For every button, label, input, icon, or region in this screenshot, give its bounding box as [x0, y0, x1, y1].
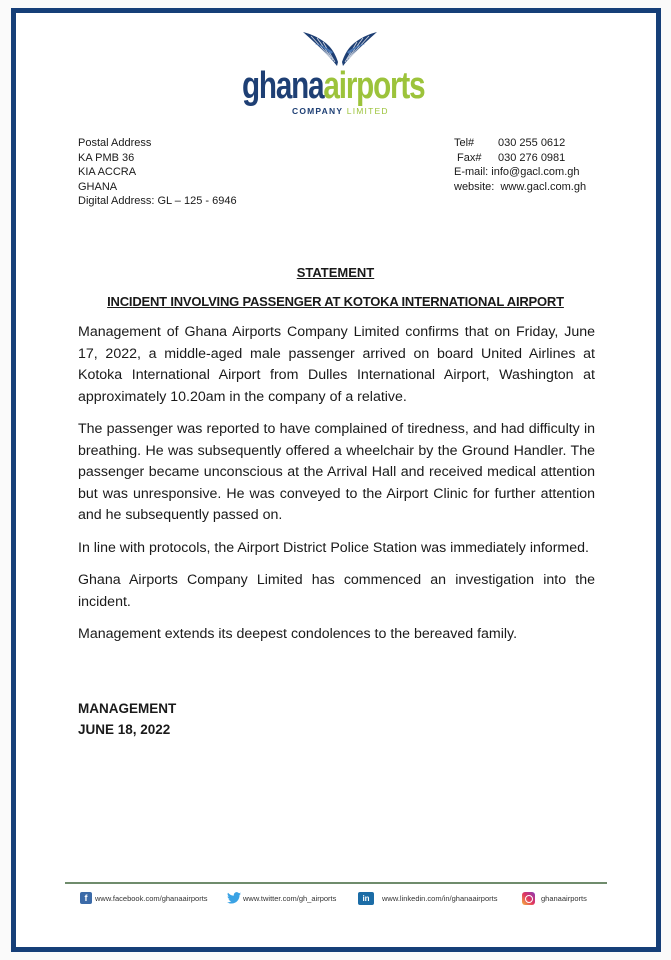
email-row: E-mail: info@gacl.com.gh — [454, 166, 580, 179]
linkedin-link[interactable]: in www.linkedin.com/in/ghanaairports — [358, 892, 497, 905]
website-link[interactable]: www.gacl.com.gh — [500, 180, 587, 193]
instagram-link[interactable]: ghanaairports — [522, 892, 587, 905]
paragraph: In line with protocols, the Airport District Police Station was immediately informed. — [78, 539, 589, 556]
address-line: Postal Address — [78, 137, 152, 149]
address-line: GHANA — [78, 180, 118, 193]
paragraph: Management extends its deepest condolences to the bereaved family. — [78, 626, 518, 642]
statement-subtitle: INCIDENT INVOLVING PASSENGER AT KOTOKA INTERNATIONAL AIRPORT — [107, 294, 564, 309]
linkedin-icon: in — [358, 892, 374, 905]
paragraph: Ghana Airports Company Limited has commenced an investigation into the incident. — [78, 572, 595, 610]
statement-date: JUNE 18, 2022 — [78, 722, 171, 737]
company-logo — [236, 28, 436, 118]
statement-title: STATEMENT — [296, 265, 375, 280]
digital-address: Digital Address: GL – 125 - 6946 — [78, 195, 237, 208]
wings-icon — [301, 28, 379, 68]
signature-block — [78, 698, 176, 740]
logo-subtitle: COMPANY LIMITED — [292, 106, 389, 116]
paragraph: The passenger was reported to have complained of tiredness, and had difficulty in breathing. He was subsequently offered a wheelchair by the Ground Handler. The passenger became unconscious at the Arrival Hall and received medical attention but was unresponsive. He was conveyed to the Airport Clinic for further attention and he subsequently passed on. — [78, 421, 595, 523]
fax-value: 030 276 0981 — [498, 151, 566, 164]
twitter-icon — [227, 892, 241, 904]
footer-divider — [65, 882, 607, 884]
twitter-link[interactable]: www.twitter.com/gh_airports — [227, 892, 336, 904]
facebook-link[interactable]: f www.facebook.com/ghanaairports — [80, 892, 208, 904]
website-row: website: www.gacl.com.gh — [454, 180, 587, 193]
signatory: MANAGEMENT — [78, 701, 177, 716]
facebook-icon: f — [80, 892, 92, 904]
address-line: KIA ACCRA — [78, 166, 137, 179]
paragraph: Management of Ghana Airports Company Limited confirms that on Friday, June 17, 2022, a middle-aged male passenger arrived on board United Airlines at Kotoka International Airport from Dulles International Airport, Washington at approximately 10.20am in the company of a relative. — [78, 324, 595, 405]
tel-value: 030 255 0612 — [498, 137, 566, 149]
instagram-icon — [522, 892, 535, 905]
postal-address — [78, 136, 237, 209]
statement-body — [78, 322, 595, 657]
fax-row: Fax# 030 276 0981 — [457, 151, 566, 164]
tel-row: Tel# 030 255 0612 — [454, 137, 566, 149]
logo-wordmark: ghanaairports — [242, 65, 425, 107]
email-link[interactable]: info@gacl.com.gh — [491, 166, 580, 179]
address-line: KA PMB 36 — [78, 151, 135, 164]
contact-block — [454, 136, 586, 194]
